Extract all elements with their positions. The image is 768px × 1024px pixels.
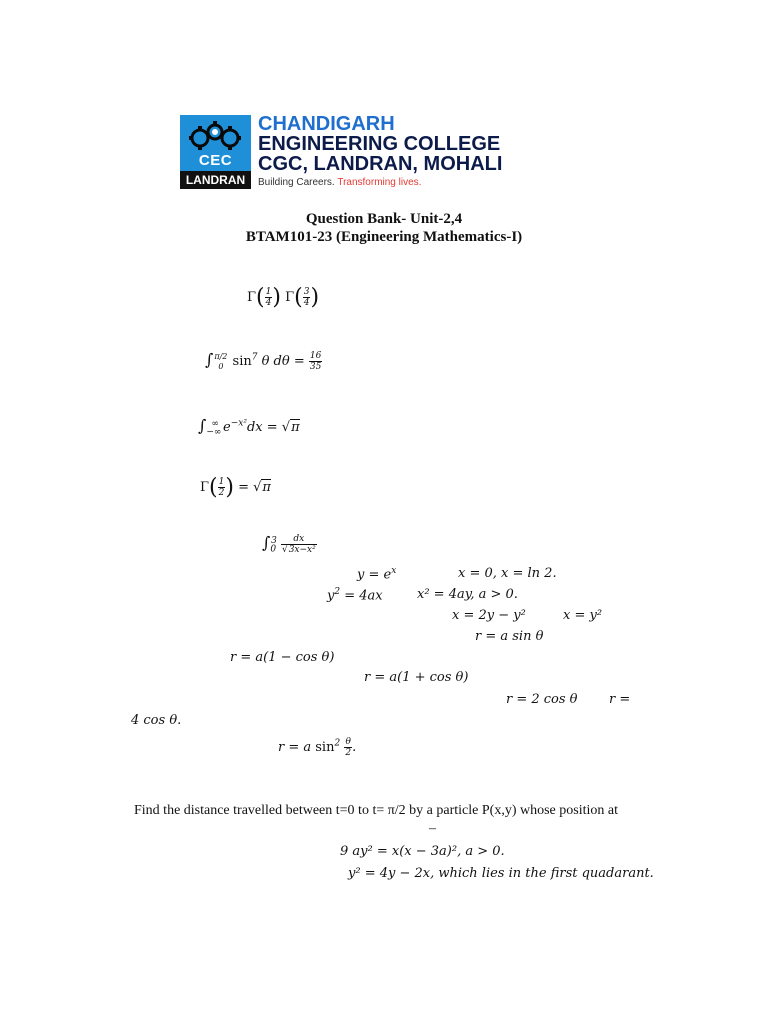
formula-parabola-2: x² = 4ay, a > 0. [417,587,518,602]
college-logo [180,113,503,191]
formula-circle-cos-4: 4 cos θ. [131,713,182,728]
formula-sqrt-integral: $\int_0^3$ $\frac{dx}{\text{√3x−x²}}$ [262,533,316,555]
formula-curve-x2: x = y² [563,608,603,623]
logo-badge-text: CEC [198,152,233,169]
tagline-a: Building Careers. [258,177,335,188]
formula-sin-half: r = a $\sin^2$ $\frac{\theta}{2}$ . [278,737,357,758]
formula-circle-cos: r = 2 cos θ [506,692,578,707]
dash-mark: – [429,821,436,836]
formula-first-quadrant: y² = 4y − 2x, which lies in the first quadarant. [348,866,654,881]
distance-question: Find the distance travelled between t=0 to t= π/2 by a particle P(x,y) whose position at [134,803,618,818]
course-title: BTAM101-23 (Engineering Mathematics-I) [245,229,523,245]
logo-badge [180,115,251,187]
logo-badge-sub: LANDRAN [180,171,251,189]
formula-exp-curve: $y = e^x$ [357,566,397,583]
formula-gamma-product: Γ( $\frac{1}{4}$ ) Γ( $\frac{3}{4}$ ) [247,285,320,310]
formula-circle-cos-eq: r = [609,692,631,707]
formula-gamma-half: Γ( $\frac{1}{2}$ ) = √π [200,475,271,500]
formula-loop-curve: 9 ay² = x(x − 3a)², a > 0. [340,844,505,859]
tagline-b: Transforming lives. [337,177,422,188]
page-title: Question Bank- Unit-2,4 [305,211,463,227]
formula-sin7-integral: ∫ π/2 0 $\sin^7 \theta$ dθ = $\frac{16}{35}$ [205,350,322,372]
formula-circle-sin: r = a sin θ [475,629,544,644]
formula-cardioid-minus: r = a(1 − cos θ) [230,650,335,665]
logo-tagline [258,177,421,188]
formula-parabola-1: $y^2 = 4ax$ [327,587,383,604]
logo-line-3: CGC, LANDRAN, MOHALI [258,153,503,175]
formula-curve-x1: x = 2y − y² [452,608,526,623]
logo-line-1: CHANDIGARH [258,113,395,135]
formula-cardioid-plus: r = a(1 + cos θ) [364,670,469,685]
formula-gaussian-integral: $\int_{-\infty}^\infty$ $e^{-x^2}dx = √\pi$ [198,416,300,438]
logo-line-2: ENGINEERING COLLEGE [258,133,501,155]
formula-limits: x = 0, x = ln 2. [458,566,557,581]
